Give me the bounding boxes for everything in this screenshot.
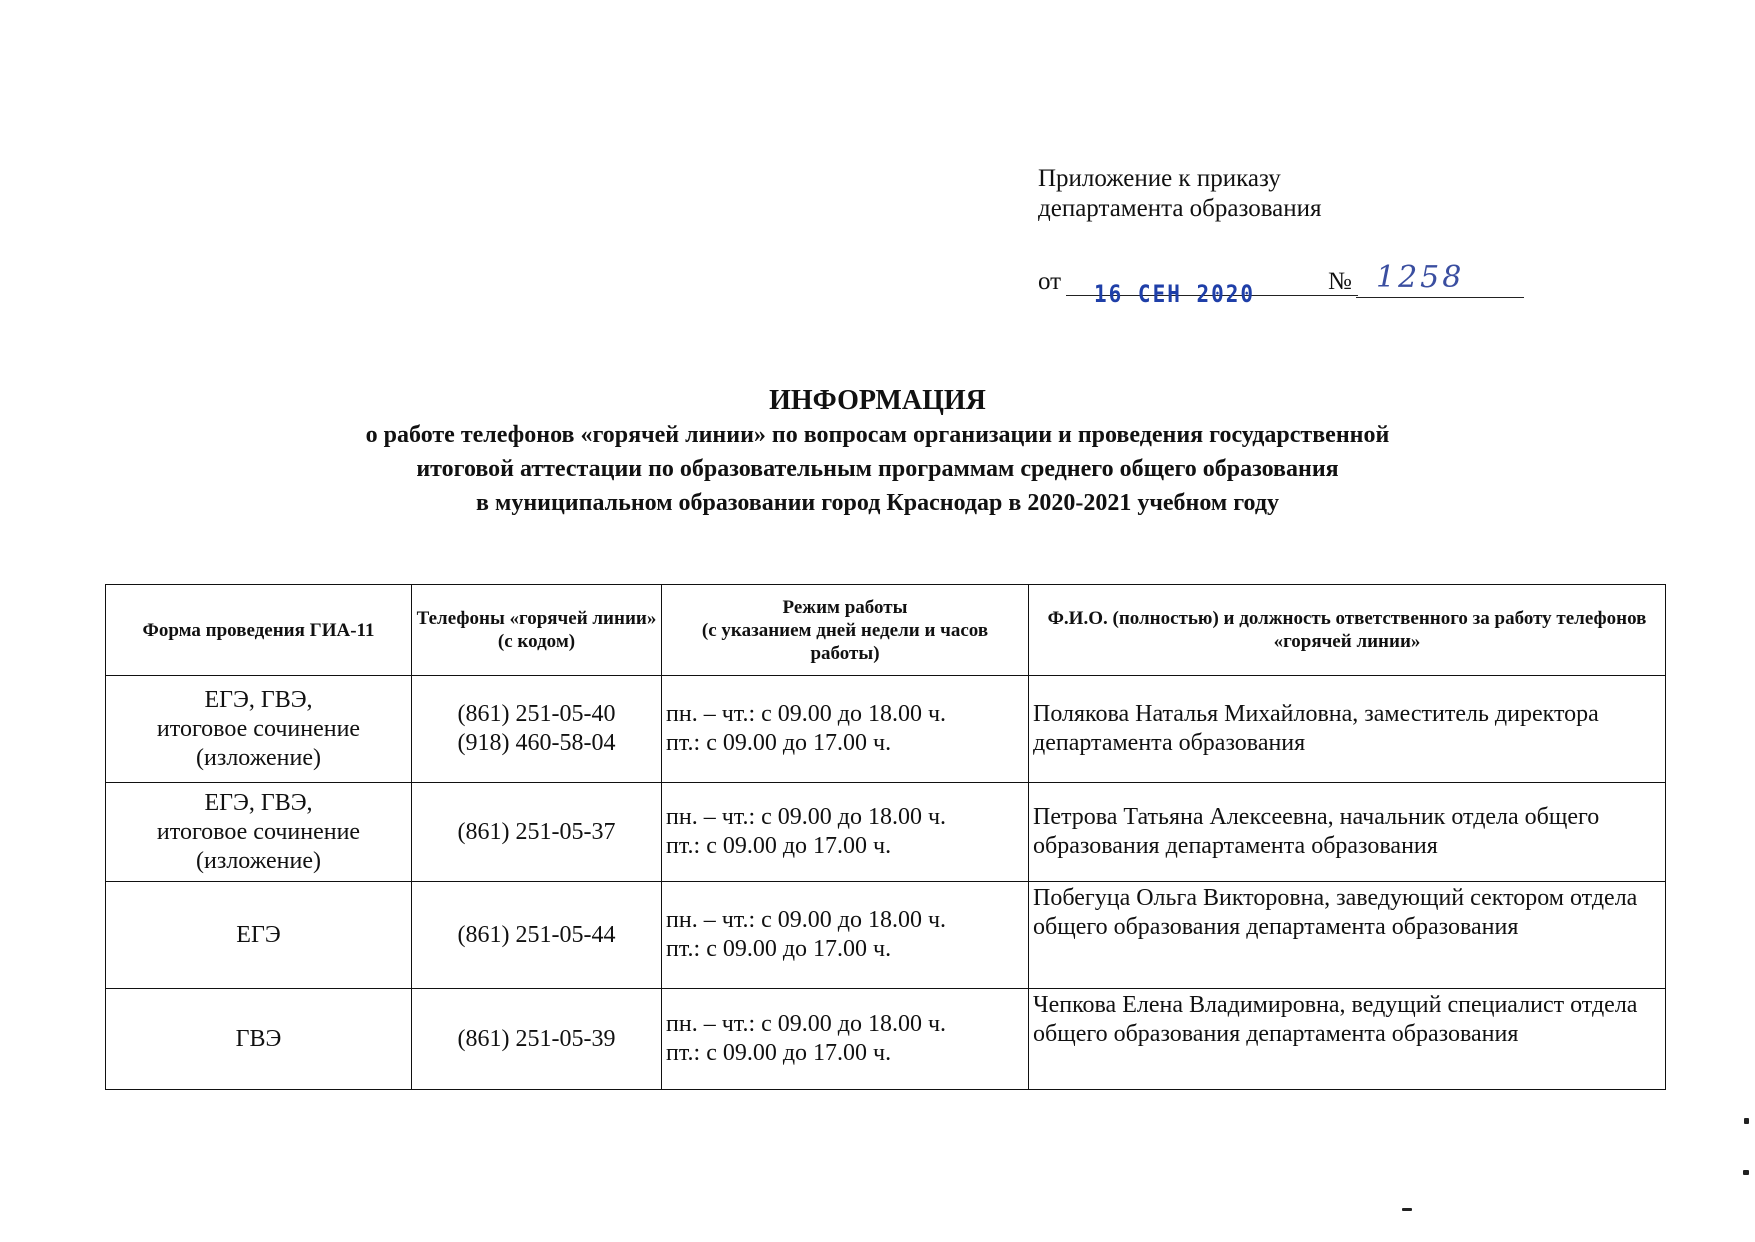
header-schedule (662, 585, 1029, 676)
cell-phones (412, 676, 662, 783)
form-line: ЕГЭ, ГВЭ, (204, 686, 313, 713)
cell-schedule (662, 989, 1029, 1090)
table-header-row (106, 585, 1666, 676)
cell-schedule (662, 783, 1029, 882)
cell-schedule (662, 882, 1029, 989)
cell-responsible: Полякова Наталья Михайловна, заместитель директора департамента образования (1029, 676, 1666, 783)
phone-number: (861) 251-05-40 (457, 701, 616, 727)
header-schedule-line-2: (с указанием дней недели и часов работы) (701, 619, 989, 664)
form-line: ЕГЭ (236, 921, 281, 948)
document-heading (0, 384, 1755, 520)
cell-schedule (662, 676, 1029, 783)
number-underline (1356, 297, 1524, 298)
schedule-line: пт.: с 09.00 до 17.00 ч. (666, 1040, 892, 1066)
document-title: ИНФОРМАЦИЯ (769, 385, 986, 416)
form-line: (изложение) (196, 847, 321, 874)
header-phones: Телефоны «горячей линии» (с кодом) (412, 585, 662, 676)
phone-number: (861) 251-05-37 (457, 818, 616, 845)
cell-responsible: Петрова Татьяна Алексеевна, начальник отдела общего образования департамента образования (1029, 783, 1666, 882)
scan-speck (1743, 1170, 1749, 1175)
schedule-line: пт.: с 09.00 до 17.00 ч. (666, 833, 892, 859)
cell-phones (412, 989, 662, 1090)
header-form: Форма проведения ГИА-11 (106, 585, 412, 676)
date-stamp: 16 СЕН 2020 (1094, 280, 1256, 308)
cell-responsible: Побегуца Ольга Викторовна, заведующий сектором отдела общего образования департамента образования (1029, 882, 1666, 989)
header-schedule-line-1: Режим работы (782, 596, 908, 618)
form-line: (изложение) (196, 744, 321, 771)
cell-form (106, 676, 412, 783)
form-line: ГВЭ (235, 1025, 282, 1052)
schedule-line: пн. – чт.: с 09.00 до 18.00 ч. (666, 907, 947, 933)
schedule-line: пн. – чт.: с 09.00 до 18.00 ч. (666, 804, 947, 830)
cell-form (106, 989, 412, 1090)
cell-form (106, 783, 412, 882)
form-line: ЕГЭ, ГВЭ, (204, 789, 313, 816)
cell-responsible: Чепкова Елена Владимировна, ведущий специалист отдела общего образования департамента образования (1029, 989, 1666, 1090)
appendix-line-2: департамента образования (1038, 195, 1322, 222)
cell-form (106, 882, 412, 989)
appendix-line-1: Приложение к приказу (1038, 165, 1281, 192)
schedule-line: пт.: с 09.00 до 17.00 ч. (666, 936, 892, 962)
from-label: от (1038, 268, 1062, 295)
phone-number: (861) 251-05-39 (457, 1025, 616, 1052)
phone-number: (861) 251-05-44 (457, 921, 616, 948)
table-row (106, 783, 1666, 882)
order-date-number-line (1038, 260, 1538, 308)
form-line: итоговое сочинение (156, 715, 361, 742)
hotline-table (105, 584, 1666, 1090)
schedule-line: пн. – чт.: с 09.00 до 18.00 ч. (666, 1011, 947, 1037)
schedule-line: пт.: с 09.00 до 17.00 ч. (666, 730, 892, 756)
cell-phones (412, 882, 662, 989)
scan-speck (1744, 1118, 1749, 1124)
appendix-block (1038, 164, 1322, 224)
heading-line-2: итоговой аттестации по образовательным программам среднего общего образования (416, 456, 1339, 482)
schedule-line: пн. – чт.: с 09.00 до 18.00 ч. (666, 701, 947, 727)
handwritten-order-number: 1258 (1376, 260, 1465, 295)
heading-line-3: в муниципальном образовании город Краснодар в 2020-2021 учебном году (476, 490, 1279, 516)
scan-speck (1402, 1208, 1412, 1211)
header-responsible: Ф.И.О. (полностью) и должность ответственного за работу телефонов «горячей линии» (1029, 585, 1666, 676)
cell-phones (412, 783, 662, 882)
table-row (106, 676, 1666, 783)
table-row (106, 882, 1666, 989)
phone-number: (918) 460-58-04 (457, 730, 616, 756)
heading-line-1: о работе телефонов «горячей линии» по вопросам организации и проведения государственной (365, 422, 1390, 448)
form-line: итоговое сочинение (156, 818, 361, 845)
table-row (106, 989, 1666, 1090)
number-label: № (1328, 268, 1352, 295)
